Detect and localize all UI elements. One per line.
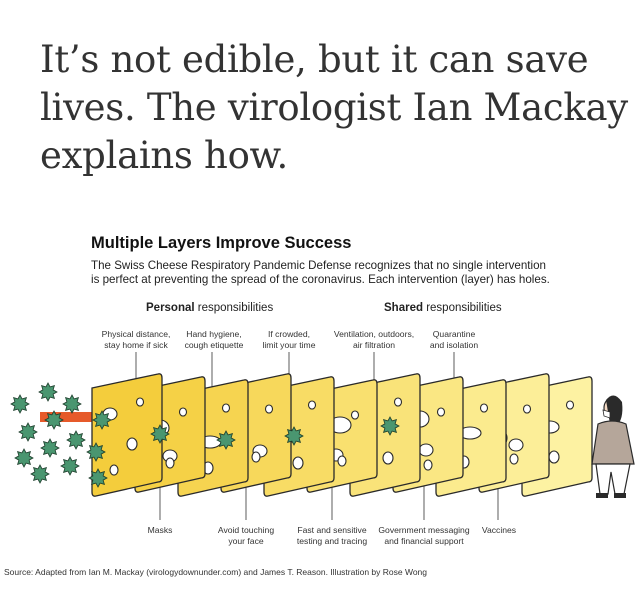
shared-bold: Shared [384, 302, 423, 314]
cheese-hole [293, 457, 303, 469]
cheese-hole [481, 404, 488, 412]
virus-icon [41, 439, 59, 457]
cheese-hole [352, 411, 359, 419]
virus-icon [93, 411, 111, 429]
person-shirt [592, 421, 634, 464]
virus-icon [217, 431, 235, 449]
virus-icon [67, 431, 85, 449]
subtitle-line-2: is perfect at preventing the spread of the coronavirus. Each intervention (layer) has holes. [91, 273, 550, 286]
label-ventilation: Ventilation, outdoors, air filtration [333, 329, 415, 350]
headline-line-1: It’s not edible, but it can save [40, 38, 589, 81]
label-avoid-touching: Avoid touching your face [217, 525, 275, 546]
cheese-hole [127, 438, 137, 450]
label-testing-tracing: Fast and sensitive testing and tracing [296, 525, 368, 546]
label-masks: Masks [147, 525, 173, 535]
virus-icon [45, 411, 63, 429]
person-pants [596, 464, 630, 494]
virus-icon [89, 469, 107, 487]
cheese-hole [137, 398, 144, 406]
cheese-hole [567, 401, 574, 409]
label-physical-distance: Physical distance, stay home if sick [101, 329, 171, 350]
virus-icon [31, 465, 49, 483]
headline-line-2: lives. The virologist Ian Mackay [40, 86, 628, 129]
source-credit: Source: Adapted from Ian M. Mackay (virologydownunder.com) and James T. Reason. Illustration by Rose Wong [4, 567, 428, 577]
label-government-messaging: Government messaging and financial support [378, 525, 470, 546]
person-figure [592, 395, 634, 498]
cheese-hole [110, 465, 118, 475]
shared-rest: responsibilities [423, 302, 502, 314]
cheese-hole [309, 401, 316, 409]
virus-icon [15, 449, 33, 467]
headline-line-3: explains how. [40, 134, 289, 177]
cheese-hole [509, 439, 523, 451]
cheese-hole [223, 404, 230, 412]
cheese-hole [180, 408, 187, 416]
virus-icon [19, 423, 37, 441]
cheese-hole [266, 405, 273, 413]
cheese-hole [438, 408, 445, 416]
label-vaccines: Vaccines [481, 525, 517, 535]
virus-icon [151, 425, 169, 443]
virus-icon [63, 395, 81, 413]
cheese-hole [549, 451, 559, 463]
virus-icon [381, 417, 399, 435]
personal-rest: responsibilities [194, 302, 274, 314]
label-hand-hygiene: Hand hygiene, cough etiquette [184, 329, 244, 350]
virus-icon [11, 395, 29, 413]
cheese-hole [424, 460, 432, 470]
cheese-hole [252, 452, 260, 462]
cheese-hole [166, 458, 174, 468]
cheese-hole [338, 456, 346, 466]
virus-icon [285, 427, 303, 445]
virus-icon [87, 443, 105, 461]
diagram-title: Multiple Layers Improve Success [91, 234, 352, 252]
virus-icon [39, 383, 57, 401]
person-shoe-right [614, 493, 626, 498]
cheese-hole [524, 405, 531, 413]
subtitle-line-1: The Swiss Cheese Respiratory Pandemic Defense recognizes that no single intervention [91, 259, 546, 272]
cheese-hole [383, 452, 393, 464]
cheese-hole [419, 444, 433, 456]
cheese-hole [395, 398, 402, 406]
label-quarantine: Quarantine and isolation [429, 329, 479, 350]
cheese-hole [510, 454, 518, 464]
virus-icon [61, 457, 79, 475]
personal-bold: Personal [146, 302, 195, 314]
label-if-crowded: If crowded, limit your time [262, 329, 316, 350]
person-shoe-left [596, 493, 608, 498]
